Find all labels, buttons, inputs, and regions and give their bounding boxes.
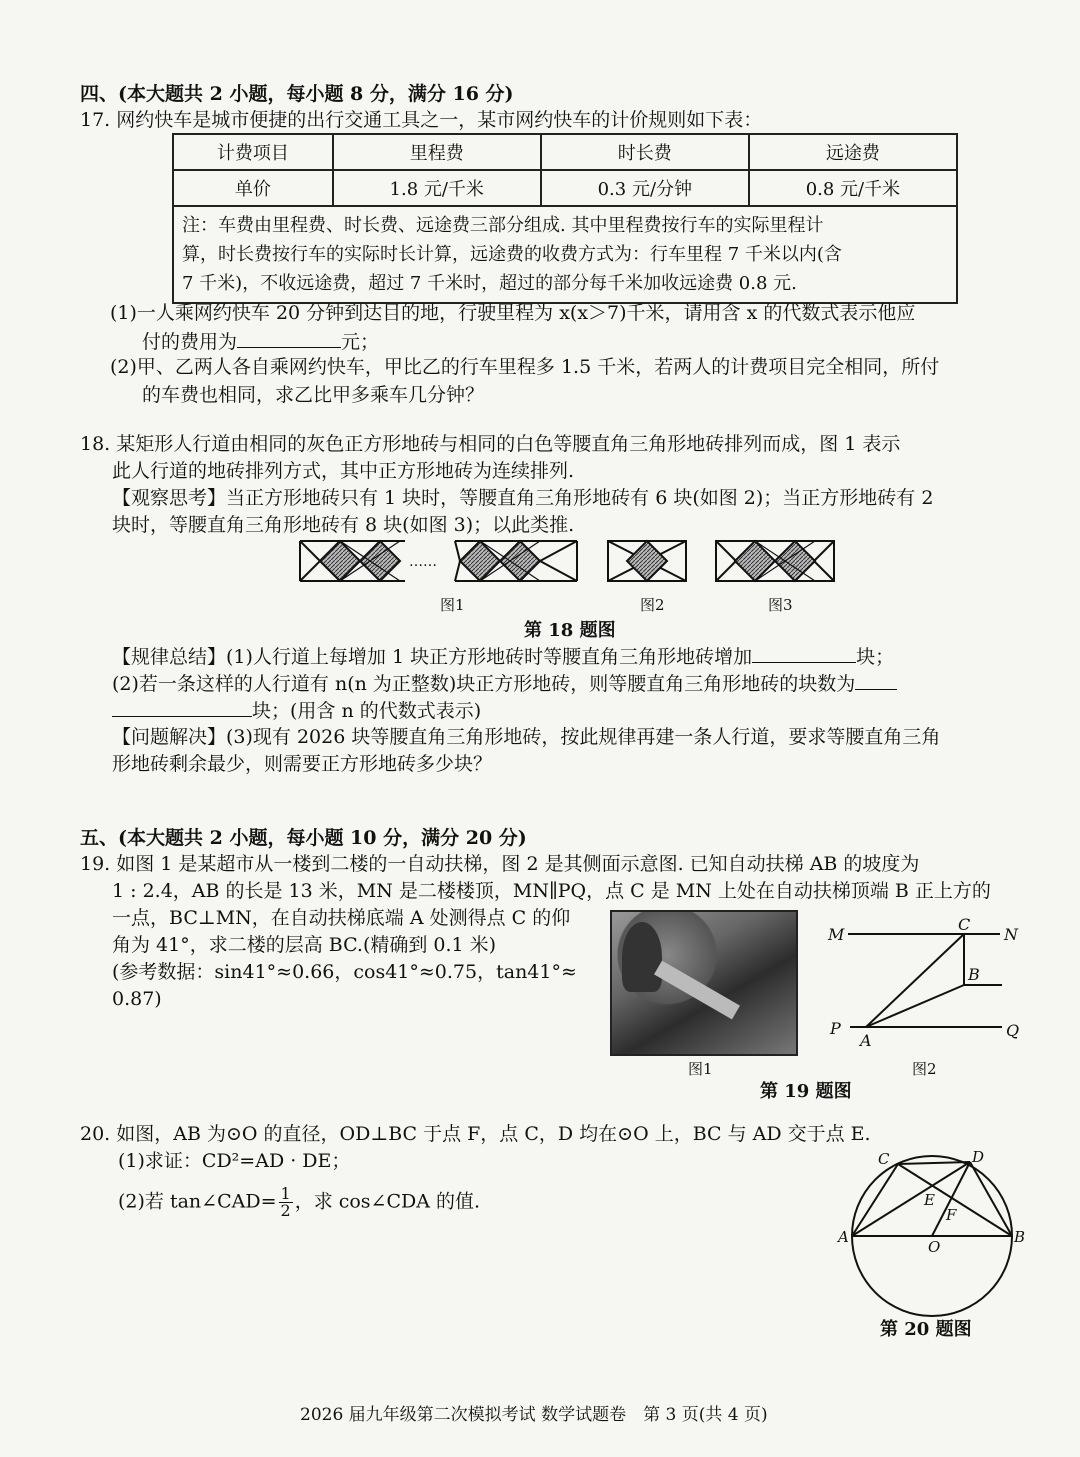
q18-observe-line1: 【观察思考】当正方形地砖只有 1 块时，等腰直角三角形地砖有 6 块(如图 2)；当正方形地砖有 2 (112, 487, 934, 509)
q20-part1: (1)求证：CD²=AD · DE； (118, 1150, 351, 1172)
q17-part1-text: 付的费用为 (142, 331, 238, 353)
q17-intro: 17. 网约快车是城市便捷的出行交通工具之一，某市网约快车的计价规则如下表： (80, 109, 763, 131)
q18-figure-caption: 第 18 题图 (524, 620, 616, 641)
q19-line3: 一点，BC⊥MN，在自动扶梯底端 A 处测得点 C 的仰 (112, 907, 571, 929)
photo-tree-shape (622, 922, 662, 992)
fare-header-duration: 时长费 (541, 134, 749, 170)
fare-table-note-row (173, 206, 957, 303)
answer-blank[interactable] (237, 327, 341, 348)
point-C-label: C (958, 915, 971, 934)
section5-heading: 五、(本大题共 2 小题，每小题 10 分，满分 20 分) (80, 827, 527, 849)
q17-part1-line1: (1)一人乘网约快车 20 分钟到达目的地，行驶里程为 x(x＞7)千米，请用含 x 的代数式表示他应 (110, 302, 916, 324)
fare-header-item: 计费项目 (173, 134, 333, 170)
q18-rule-line1 (112, 642, 894, 671)
svg-text:……: …… (409, 554, 437, 570)
note-line: 算，时长费按行车的实际时长计算，远途费的收费方式为：行车里程 7 千米以内(含 (182, 244, 842, 265)
point-M-label: M (828, 925, 845, 944)
q19-line2: 1 : 2.4，AB 的长是 13 米，MN 是二楼楼顶，MN∥PQ，点 C 是 MN 上处在自动扶梯顶端 B 正上方的 (112, 880, 991, 902)
answer-blank[interactable] (752, 642, 856, 663)
q18-solve-line1: 【问题解决】(3)现有 2026 块等腰直角三角形地砖，按此规律再建一条人行道，要求等腰直角三角 (112, 726, 941, 748)
q17-part1-unit: 元； (341, 331, 380, 353)
q18-fig1-label: 图1 (440, 596, 465, 614)
fare-cell-unit-price: 单价 (173, 170, 333, 206)
point-O-label: O (928, 1238, 941, 1256)
q18-line1: 18. 某矩形人行道由相同的灰色正方形地砖与相同的白色等腰直角三角形地砖排列而成，图 1 表示 (80, 433, 901, 455)
fraction-numerator: 1 (280, 1184, 291, 1203)
fraction-denominator: 2 (280, 1201, 291, 1220)
fare-cell-mileage-price: 1.8 元/千米 (333, 170, 541, 206)
point-A-label: A (838, 1228, 849, 1246)
fare-table-note (173, 206, 957, 303)
fare-table-header-row (173, 134, 957, 170)
point-B-label: B (968, 965, 980, 984)
q17-part2-line1: (2)甲、乙两人各自乘网约快车，甲比乙的行车里程多 1.5 千米，若两人的计费项目完全相同，所付 (110, 356, 940, 378)
q20-line1: 20. 如图，AB 为⊙O 的直径，OD⊥BC 于点 F，点 C，D 均在⊙O 上，BC 与 AD 交于点 E. (80, 1123, 871, 1145)
note-line: 7 千米)，不收远途费，超过 7 千米时，超过的部分每千米加收远途费 0.8 元. (182, 273, 797, 294)
figure-2-tiles (608, 541, 686, 581)
photo-escalator-shape (654, 961, 740, 1020)
q20-figure-caption: 第 20 题图 (880, 1319, 972, 1340)
q18-observe-line2: 块时，等腰直角三角形地砖有 8 块(如图 3)；以此类推. (112, 514, 575, 536)
q19-line5: (参考数据：sin41°≈0.66，cos41°≈0.75，tan41°≈ (112, 961, 577, 983)
q18-rule-unit: 块； (856, 646, 895, 668)
section4-heading: 四、(本大题共 2 小题，每小题 8 分，满分 16 分) (80, 83, 514, 105)
point-D-label: D (972, 1148, 985, 1166)
point-P-label: P (830, 1019, 841, 1038)
point-B-label: B (1014, 1228, 1026, 1246)
q17-part2-line2: 的车费也相同，求乙比甲多乘车几分钟？ (142, 384, 485, 406)
q18-fig2-label: 图2 (640, 596, 665, 614)
q18-rule-line3 (112, 696, 481, 725)
fare-cell-longdistance-price: 0.8 元/千米 (749, 170, 957, 206)
q18-rule3-text: 块；(用含 n 的代数式表示) (252, 700, 482, 722)
q20-part2-text: (2)若 tan∠CAD= (118, 1190, 277, 1213)
q19-side-diagram (820, 912, 1030, 1052)
q18-solve-line2: 形地砖剩余最少，则需要正方形地砖多少块？ (112, 753, 493, 775)
point-Q-label: Q (1006, 1021, 1020, 1040)
q19-line1: 19. 如图 1 是某超市从一楼到二楼的一自动扶梯，图 2 是其侧面示意图. 已知自动扶梯 AB 的坡度为 (80, 853, 920, 875)
answer-blank[interactable] (855, 669, 897, 690)
note-line: 注：车费由里程费、时长费、远途费三部分组成. 其中里程费按行车的实际里程计 (182, 215, 824, 236)
figure-3-tiles (716, 541, 834, 581)
q20-circle-diagram (836, 1148, 1026, 1318)
q19-fig2-label: 图2 (912, 1060, 937, 1078)
point-N-label: N (1004, 925, 1018, 944)
fare-cell-duration-price: 0.3 元/分钟 (541, 170, 749, 206)
q19-figure-caption: 第 19 题图 (760, 1081, 852, 1102)
figure-1-tiles (300, 541, 577, 581)
q20-part2 (118, 1186, 480, 1219)
q20-part2-tail: ，求 cos∠CDA 的值. (294, 1190, 481, 1213)
page-footer: 2026 届九年级第二次模拟考试 数学试题卷 第 3 页(共 4 页) (300, 1405, 768, 1425)
fare-table-price-row (173, 170, 957, 206)
q18-rule-text: 【规律总结】(1)人行道上每增加 1 块正方形地砖时等腰直角三角形地砖增加 (112, 646, 753, 668)
fraction (279, 1186, 293, 1219)
q19-fig1-label: 图1 (688, 1060, 713, 1078)
q18-rule2-text: (2)若一条这样的人行道有 n(n 为正整数)块正方形地砖，则等腰直角三角形地砖的块数为 (112, 673, 856, 695)
fare-header-longdistance: 远途费 (749, 134, 957, 170)
q19-line6: 0.87) (112, 988, 162, 1010)
answer-blank[interactable] (112, 696, 252, 717)
q18-line2: 此人行道的地砖排列方式，其中正方形地砖为连续排列. (112, 460, 575, 482)
q17-part1-line2 (142, 327, 379, 356)
q18-fig3-label: 图3 (768, 596, 793, 614)
point-F-label: F (946, 1206, 957, 1224)
point-E-label: E (924, 1191, 935, 1209)
fare-header-mileage: 里程费 (333, 134, 541, 170)
q19-line4: 角为 41°，求二楼的层高 BC.(精确到 0.1 米) (112, 934, 497, 956)
escalator-photo (610, 910, 798, 1056)
fare-table (172, 133, 958, 304)
q18-tile-figures (295, 536, 840, 586)
q18-rule-line2 (112, 669, 897, 698)
point-A-label: A (860, 1031, 872, 1050)
point-C-label: C (878, 1150, 890, 1168)
